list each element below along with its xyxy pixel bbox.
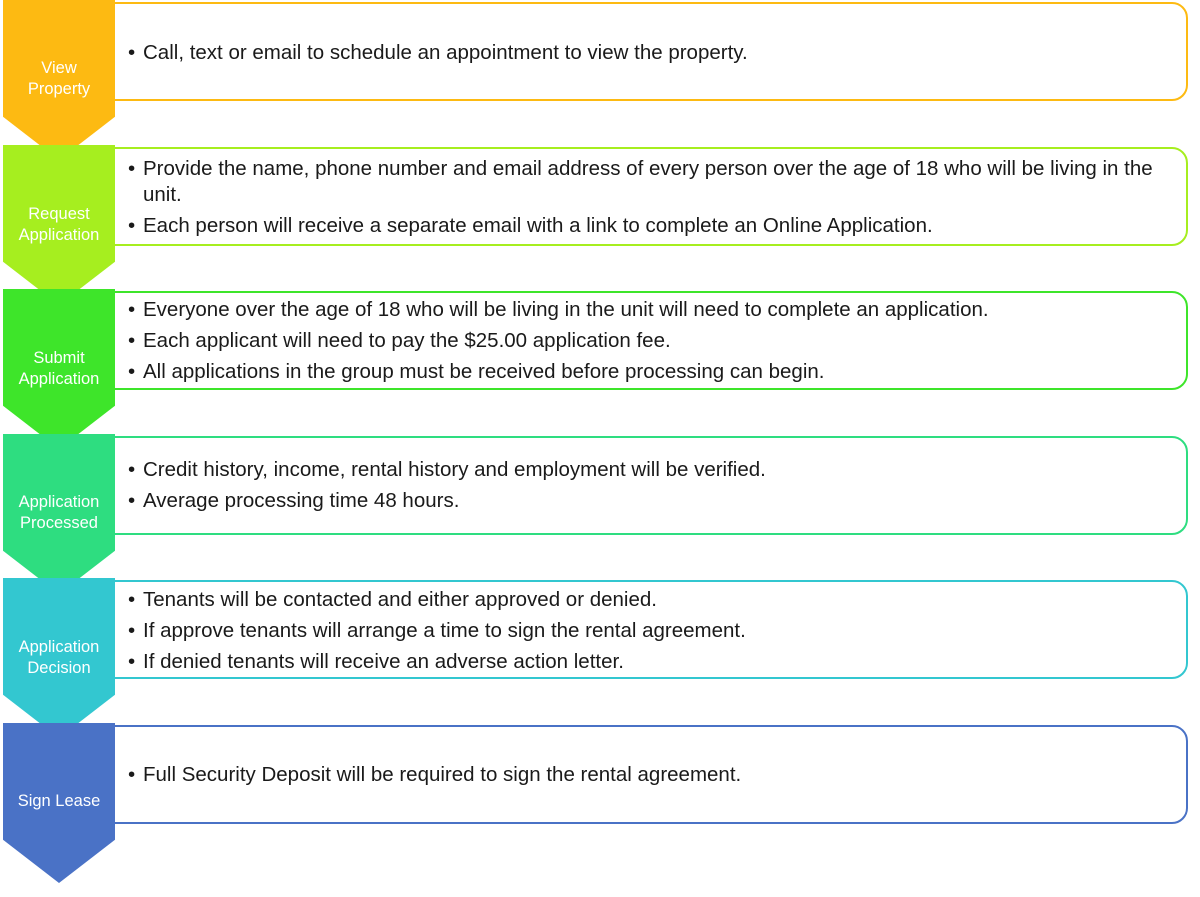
bullet-item: • Each applicant will need to pay the $25.00 application fee. (128, 328, 1192, 354)
bullet-item: • Credit history, income, rental history and employment will be verified. (128, 457, 1192, 483)
bullet-item: • All applications in the group must be received before processing can begin. (128, 359, 1192, 385)
step-bullet-list (128, 762, 1192, 793)
bullet-item: • Tenants will be contacted and either approved or denied. (128, 587, 1192, 613)
step-bullet-list (128, 457, 1192, 519)
bullet-item: • If denied tenants will receive an adverse action letter. (128, 649, 1192, 675)
bullet-item: • Call, text or email to schedule an appointment to view the property. (128, 40, 1192, 66)
step-label: View Property (27, 59, 91, 98)
step-label: Submit Application (18, 349, 100, 388)
bullet-item: • Each person will receive a separate email with a link to complete an Online Application. (128, 213, 1192, 239)
step-label: Application Processed (18, 493, 100, 532)
step-bullet-list (128, 587, 1192, 680)
bullet-item: • If approve tenants will arrange a time to sign the rental agreement. (128, 618, 1192, 644)
bullet-item: • Provide the name, phone number and email address of every person over the age of 18 who will be living in the unit. (128, 156, 1192, 208)
bullet-item: • Everyone over the age of 18 who will be living in the unit will need to complete an application. (128, 297, 1192, 323)
bullet-item: • Average processing time 48 hours. (128, 488, 1192, 514)
step-bullet-list (128, 156, 1192, 244)
step-bullet-list (128, 297, 1192, 390)
step-label: Application Decision (18, 638, 100, 677)
step-label: Request Application (18, 205, 100, 244)
bullet-item: • Full Security Deposit will be required to sign the rental agreement. (128, 762, 1192, 788)
step-bullet-list (128, 40, 1192, 71)
step-label: Sign Lease (17, 792, 101, 810)
